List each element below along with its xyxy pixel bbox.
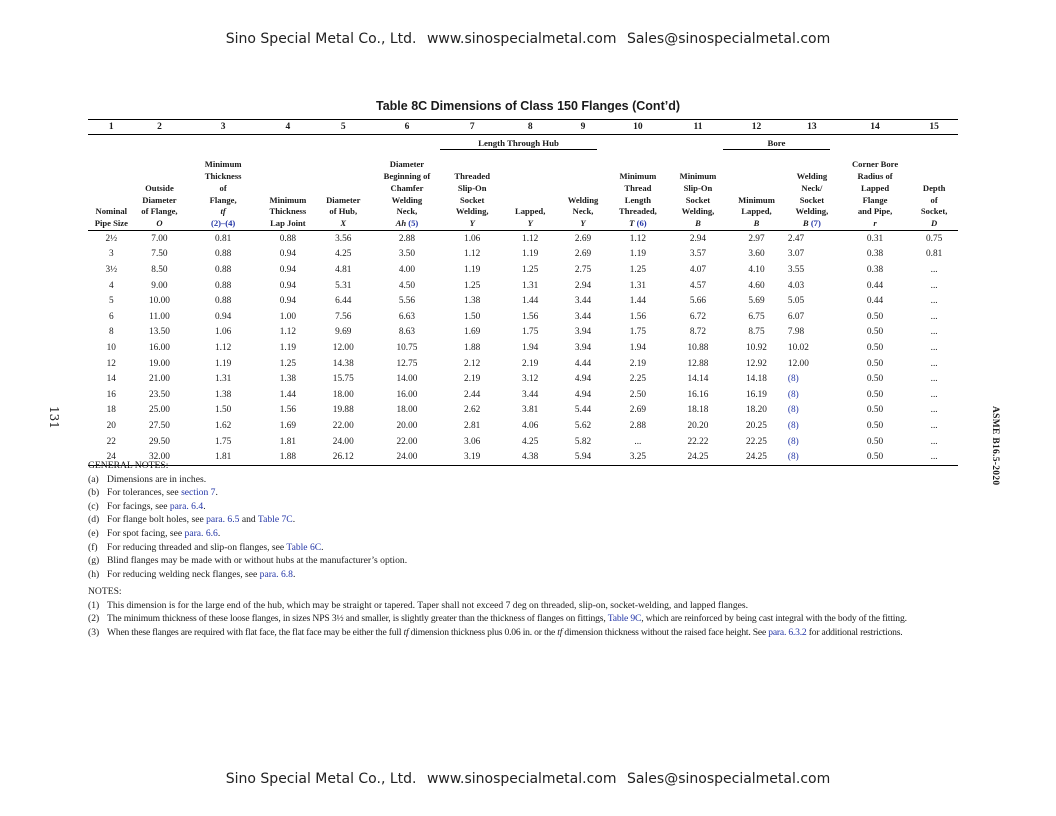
footer-website[interactable]: www.sinospecialmetal.com	[426, 771, 617, 787]
table-cell: ...	[930, 311, 938, 322]
table-cell: 4.44	[574, 358, 592, 369]
table-cell: 1.62	[214, 420, 232, 431]
table-cell: 0.44	[866, 280, 884, 291]
table-cell: (8)	[784, 449, 840, 465]
table-cell: 2.62	[464, 405, 481, 416]
table-cell: 1.25	[464, 280, 481, 291]
table-cell: 0.38	[866, 249, 884, 260]
col-header-welding-neck-bore: Welding Neck/ Socket Welding, B (7)	[784, 135, 840, 231]
table-cell: ...	[930, 342, 938, 353]
table-cell: 14.14	[687, 374, 709, 385]
note-3: (3) When these flanges are required with flat face, the flat face may be either the full tf dimension thickness plus 0.06 in. or the tf dimension thickness without the raised face height. See para. 6.3.2 for additional restrictions.	[88, 626, 903, 638]
table-cell: 0.50	[840, 449, 910, 465]
table-cell: ...	[930, 389, 938, 400]
table-cell: 2.97	[748, 233, 765, 244]
page-number: 131	[47, 406, 61, 429]
table-cell: 3.44	[574, 296, 592, 307]
table-cell: 1.06	[464, 233, 481, 244]
table-cell: 32.00	[135, 449, 185, 465]
table-cell: 0.50	[866, 342, 884, 353]
table-cell: 0.81	[925, 249, 943, 260]
table-cell: 10.00	[148, 296, 170, 307]
table-cell: 19.00	[148, 358, 170, 369]
table-cell: 1.44	[279, 389, 296, 400]
general-note-item: (a) Dimensions are in inches.	[88, 473, 207, 485]
table-cell: 3.60	[748, 249, 765, 260]
table-row	[88, 356, 958, 372]
table-cell: 0.38	[866, 264, 884, 275]
table-cell: 18.00	[396, 405, 418, 416]
table-cell: ...	[930, 436, 938, 447]
table-cell: 7.50	[151, 249, 168, 260]
table-cell: ...	[930, 280, 938, 291]
table-cell: 2.75	[574, 264, 592, 275]
table-cell: 27.50	[148, 420, 170, 431]
table-cell: 12.75	[396, 358, 418, 369]
note-link[interactable]: para. 6.4	[169, 500, 204, 512]
table-cell: 0.94	[214, 311, 232, 322]
table-cell: 1.75	[522, 327, 539, 338]
table-cell: 5.94	[557, 449, 609, 465]
note-link[interactable]: para. 6.5	[206, 514, 240, 526]
table-cell: 1.38	[464, 296, 481, 307]
general-note-item: (f) For reducing threaded and slip-on flanges, see Table 6C.	[88, 541, 324, 553]
table-row	[88, 309, 958, 325]
table-cell: 1.56	[279, 405, 296, 416]
table-cell: ...	[910, 449, 958, 465]
table-cell: 1.25	[629, 264, 647, 275]
table-cell: 1.81	[184, 449, 262, 465]
col-header-socket-depth: Depth of Socket, D	[910, 135, 958, 231]
table-cell: 1.75	[629, 327, 647, 338]
table-cell: 2.47	[787, 233, 805, 244]
table-cell: 12.88	[687, 358, 709, 369]
table-cell: 0.50	[866, 436, 884, 447]
col-header-slip-on-bore: Minimum Slip-On Socket Welding, B	[667, 135, 729, 231]
table-cell: 2.69	[629, 405, 647, 416]
table-cell: 18.18	[687, 405, 709, 416]
header-website[interactable]: www.sinospecialmetal.com	[426, 31, 617, 47]
table-cell: 8.50	[151, 264, 168, 275]
note-link[interactable]: para. 6.6	[184, 527, 218, 539]
table-cell: 4	[108, 280, 114, 291]
table-cell: 1.19	[464, 264, 481, 275]
table-row	[88, 262, 958, 278]
table-cell: 2.94	[574, 280, 592, 291]
table-cell: 16.16	[687, 389, 709, 400]
col-header-chamfer: Diameter Beginning of Chamfer Welding Neck, Ah (5)	[373, 135, 441, 231]
table-cell: 18	[106, 405, 116, 416]
table-cell: 22	[106, 436, 116, 447]
table-cell: 1.69	[279, 420, 296, 431]
table-cell: 10	[106, 342, 116, 353]
table-cell: 14.00	[396, 374, 418, 385]
table-cell: 24.00	[332, 436, 354, 447]
table-cell: ...	[930, 420, 938, 431]
table-cell: 1.31	[522, 280, 539, 291]
table-cell: 1.38	[214, 389, 232, 400]
table-cell: 19.88	[332, 405, 354, 416]
table-row	[88, 340, 958, 356]
table-cell: 6.07	[787, 311, 805, 322]
table-cell: 0.88	[214, 264, 232, 275]
table-cell: 1.31	[214, 374, 232, 385]
table-cell: 1.69	[464, 327, 481, 338]
table-cell: 12.00	[787, 358, 809, 369]
general-note-item: (d) For flange bolt holes, see para. 6.5 and Table 7C.	[88, 514, 296, 526]
table-cell: 22.00	[396, 436, 418, 447]
table-cell: 25.00	[148, 405, 170, 416]
col-header-thread-length: Minimum Thread Length Threaded, T (6)	[609, 135, 667, 231]
table-cell: 2.44	[464, 389, 481, 400]
table-cell: 1.81	[279, 436, 296, 447]
col-header-lap-joint: Minimum Thickness Lap Joint	[262, 135, 314, 231]
table-cell: 16	[106, 389, 116, 400]
table-cell: 8.72	[689, 327, 707, 338]
table-cell: 1.19	[629, 249, 647, 260]
table-cell: 2.94	[689, 233, 707, 244]
table-cell: 1.00	[279, 311, 296, 322]
footer-company: Sino Special Metal Co., Ltd.	[225, 771, 417, 787]
table-cell: 2.69	[574, 249, 592, 260]
table-cell: 14.18	[746, 374, 767, 385]
table-cell: 20.25	[746, 420, 767, 431]
table-cell: 12.00	[332, 342, 354, 353]
table-cell: 1.25	[522, 264, 539, 275]
table-cell: 0.44	[866, 296, 884, 307]
table-cell: 2.88	[629, 420, 647, 431]
col-header-hub-diameter: Diameter of Hub, X	[314, 135, 373, 231]
table-cell: 2.81	[464, 420, 481, 431]
table-cell: 3	[108, 249, 114, 260]
table-cell: 22.00	[332, 420, 354, 431]
table-row	[88, 325, 958, 341]
general-note-item: (h) For reducing welding neck flanges, see para. 6.8.	[88, 568, 296, 580]
header-company: Sino Special Metal Co., Ltd.	[225, 31, 417, 47]
table-cell: 1.06	[214, 327, 232, 338]
table-cell: 1.31	[629, 280, 647, 291]
table-cell: 6.44	[335, 296, 352, 307]
table-cell: 2.19	[629, 358, 647, 369]
table-cell: 1.88	[262, 449, 314, 465]
table-cell: 9.00	[151, 280, 168, 291]
table-cell: 5	[108, 296, 114, 307]
table-cell: 22.22	[687, 436, 709, 447]
note-link[interactable]: para. 6.8	[259, 568, 293, 580]
table-cell: 1.88	[464, 342, 481, 353]
table-cell: 1.94	[522, 342, 539, 353]
table-cell: 5.05	[787, 296, 805, 307]
table-cell: 15.75	[332, 374, 354, 385]
table-cell: 1.19	[522, 249, 539, 260]
table-cell: 16.19	[746, 389, 767, 400]
table-cell: 7.98	[787, 327, 805, 338]
col-header-min-thickness: Minimum Thickness of Flange, tf (2)–(4)	[184, 135, 262, 231]
table-cell: 1.50	[214, 405, 232, 416]
table-cell: ...	[930, 374, 938, 385]
table-cell: 2.19	[464, 374, 481, 385]
table-cell: 0.31	[866, 233, 884, 244]
table-cell: 0.94	[279, 264, 296, 275]
table-cell: 3.57	[689, 249, 707, 260]
table-cell: 1.12	[629, 233, 647, 244]
table-cell: 4.50	[398, 280, 416, 291]
general-note-item: (e) For spot facing, see para. 6.6.	[88, 527, 221, 539]
table-cell: 5.44	[574, 405, 592, 416]
table-cell: 16.00	[396, 389, 418, 400]
table-cell: 12.92	[746, 358, 767, 369]
table-cell: 5.66	[689, 296, 707, 307]
table-cell: 3.44	[522, 389, 539, 400]
table-cell: 3.94	[574, 327, 592, 338]
table-cell: 0.81	[214, 233, 232, 244]
table-cell: 0.50	[866, 311, 884, 322]
header-email[interactable]: Sales@sinospecialmetal.com	[626, 31, 831, 47]
table-cell: 22.25	[746, 436, 767, 447]
col-header-corner-bore: Corner Bore Radius of Lapped Flange and Pipe, r	[840, 135, 910, 231]
table-cell: ...	[930, 405, 938, 416]
table-cell: 8.75	[748, 327, 765, 338]
table-cell: 1.38	[279, 374, 296, 385]
group-length-through-hub: Length Through Hub	[440, 137, 597, 150]
table-row	[88, 403, 958, 419]
table-cell: 3.55	[787, 264, 805, 275]
table-cell: 1.94	[629, 342, 647, 353]
notes	[88, 585, 968, 639]
table-cell: 0.75	[925, 233, 943, 244]
column-number-row: 1 2 3 4 5 6 7 8 9 10 11 12 13 14 15	[88, 120, 958, 135]
table-row	[88, 247, 958, 263]
general-note-item: (b) For tolerances, see section 7.	[88, 487, 218, 499]
footer-email[interactable]: Sales@sinospecialmetal.com	[626, 771, 831, 787]
note-link[interactable]: Table 7C	[257, 514, 293, 526]
table-cell: 3.19	[441, 449, 503, 465]
table-cell: 12	[106, 358, 116, 369]
general-note-item: (g) Blind flanges may be made with or without hubs at the manufacturer’s option.	[88, 555, 408, 567]
table-cell: 0.50	[866, 327, 884, 338]
table-cell: 1.12	[464, 249, 481, 260]
table-cell: ...	[930, 358, 938, 369]
table-cell: 3.81	[522, 405, 539, 416]
table-cell: 7.56	[335, 311, 352, 322]
table-cell: 20	[106, 420, 116, 431]
table-cell: 10.02	[787, 342, 809, 353]
table-cell: 18.20	[746, 405, 767, 416]
table-cell: 2.12	[464, 358, 481, 369]
table-cell: 4.03	[787, 280, 805, 291]
table-cell: 20.20	[687, 420, 709, 431]
general-notes-heading: GENERAL NOTES:	[88, 460, 169, 471]
table-cell: 1.44	[522, 296, 539, 307]
table-cell: 13.50	[148, 327, 170, 338]
table-cell: 4.94	[574, 389, 592, 400]
table-title: Table 8C Dimensions of Class 150 Flanges (Cont’d)	[376, 99, 680, 113]
table-cell: 0.50	[866, 405, 884, 416]
table-cell: 4.60	[748, 280, 765, 291]
table-cell: 5.82	[574, 436, 592, 447]
table-cell: 5.62	[574, 420, 592, 431]
table-cell: 21.00	[148, 374, 170, 385]
table-cell: 5.31	[335, 280, 352, 291]
table-cell: 6.63	[398, 311, 416, 322]
table-cell: (8)	[787, 436, 799, 447]
table-cell: (8)	[787, 405, 799, 416]
table-cell: ...	[634, 436, 642, 447]
table-cell: 1.44	[629, 296, 647, 307]
table-cell: 0.50	[866, 358, 884, 369]
table-cell: 0.50	[866, 420, 884, 431]
table-cell: 0.94	[279, 296, 296, 307]
col-header-threaded: Threaded Slip-On Socket Welding, Y	[441, 135, 503, 231]
table-cell: ...	[930, 327, 938, 338]
table-cell: 2.25	[629, 374, 647, 385]
table-cell: 4.07	[689, 264, 707, 275]
table-cell: 24.00	[373, 449, 441, 465]
table-cell: 1.56	[629, 311, 647, 322]
table-cell: 1.19	[279, 342, 296, 353]
table-row	[88, 293, 958, 309]
table-cell: 0.88	[214, 296, 232, 307]
table-cell: 6.75	[748, 311, 765, 322]
notes-heading: NOTES:	[88, 586, 122, 597]
table-cell: 5.69	[748, 296, 765, 307]
col-header-lapped-bore: Minimum Lapped, B	[729, 135, 784, 231]
table-cell: 3.50	[398, 249, 416, 260]
table-cell: (8)	[787, 389, 799, 400]
table-cell: (8)	[787, 420, 799, 431]
table-cell: 1.75	[214, 436, 232, 447]
table-cell: 14.38	[332, 358, 354, 369]
col-header-welding-neck: Welding Neck, Y	[557, 135, 609, 231]
table-cell: 16.00	[148, 342, 170, 353]
table-cell: 18.00	[332, 389, 354, 400]
table-cell: 4.38	[503, 449, 557, 465]
table-cell: 4.94	[574, 374, 592, 385]
table-cell: 3.44	[574, 311, 592, 322]
table-cell: 3.07	[787, 249, 805, 260]
col-header-lapped: Lapped, Y	[503, 135, 557, 231]
standard-tag: ASME B16.5-2020	[990, 406, 1000, 486]
note-2-link[interactable]: Table 9C	[607, 613, 642, 625]
table-cell: 0.88	[214, 249, 232, 260]
table-cell: 23.50	[148, 389, 170, 400]
table-cell: 14	[106, 374, 116, 385]
table-cell: 1.25	[279, 358, 296, 369]
general-note-item: (c) For facings, see para. 6.4.	[88, 500, 206, 512]
table-cell: 8.63	[398, 327, 416, 338]
table-cell: 1.12	[279, 327, 296, 338]
table-cell: 11.00	[149, 311, 170, 322]
table-cell: 0.94	[279, 280, 296, 291]
table-cell: 2.19	[522, 358, 539, 369]
table-cell: 4.57	[689, 280, 707, 291]
table-cell: 9.69	[335, 327, 352, 338]
table-body	[88, 231, 958, 466]
page-footer	[0, 771, 1056, 787]
note-link[interactable]: Table 6C	[286, 541, 322, 553]
table-cell: 8	[108, 327, 114, 338]
table-cell: 2.69	[574, 233, 592, 244]
table-cell: 10.75	[396, 342, 418, 353]
table-row	[88, 278, 958, 294]
table-cell: 3.06	[464, 436, 481, 447]
table-cell: 1.19	[214, 358, 232, 369]
table-cell: 4.81	[335, 264, 352, 275]
table-cell: 29.50	[148, 436, 170, 447]
col-header-nominal: Nominal Pipe Size	[88, 135, 135, 231]
table-cell: 4.25	[522, 436, 539, 447]
table-cell: 3.94	[574, 342, 592, 353]
table-row	[88, 418, 958, 434]
col-header-outside-diameter: Outside Diameter of Flange, O	[135, 135, 185, 231]
table-cell: 6.72	[689, 311, 707, 322]
page-header	[0, 31, 1056, 47]
table-cell: 4.10	[748, 264, 765, 275]
table-cell: 0.94	[279, 249, 296, 260]
table-cell: 0.50	[866, 374, 884, 385]
table-cell: 24.25	[667, 449, 729, 465]
table-cell: 4.00	[398, 264, 416, 275]
table-cell: 2.50	[629, 389, 647, 400]
table-cell: 0.88	[279, 233, 296, 244]
group-bore: Bore	[723, 137, 830, 150]
table-cell: 2½	[105, 233, 118, 244]
table-cell: 1.50	[464, 311, 481, 322]
table-row	[88, 387, 958, 403]
table-cell: 0.88	[214, 280, 232, 291]
table-cell: 3.12	[522, 374, 539, 385]
table-cell: 1.12	[522, 233, 539, 244]
table-cell: 24	[88, 449, 135, 465]
table-cell: 3.56	[335, 233, 352, 244]
table-cell: 4.06	[522, 420, 539, 431]
table-cell: 10.88	[687, 342, 709, 353]
flange-dimensions-table	[88, 119, 958, 466]
table-row	[88, 231, 958, 247]
table-cell: 7.00	[151, 233, 168, 244]
table-cell: 1.12	[214, 342, 232, 353]
table-cell: 2.88	[398, 233, 416, 244]
general-notes	[88, 459, 968, 581]
table-cell: (8)	[787, 374, 799, 385]
table-cell: ...	[930, 296, 938, 307]
table-cell: 3½	[105, 264, 118, 275]
table-cell: 20.00	[396, 420, 418, 431]
note-3-link[interactable]: para. 6.3.2	[768, 626, 807, 638]
table-cell: 26.12	[314, 449, 373, 465]
note-2: (2) The minimum thickness of these loose flanges, in sizes NPS 3½ and smaller, is slightly greater than the thickness of flanges on fittings, Table 9C, which are reinforced by being cast integral with the body of the fitting.	[88, 613, 907, 625]
table-cell: 4.25	[335, 249, 352, 260]
table-cell: 10.92	[746, 342, 767, 353]
table-cell: ...	[930, 264, 938, 275]
note-1: (1) This dimension is for the large end of the hub, which may be straight or tapered. Taper shall not exceed 7 deg on threaded, slip-on, socket-welding, and lapped flanges.	[88, 599, 749, 611]
table-cell: 0.50	[866, 389, 884, 400]
table-cell: 5.56	[398, 296, 416, 307]
table-row	[88, 434, 958, 450]
table-cell: 6	[108, 311, 114, 322]
table-cell: 3.25	[609, 449, 667, 465]
table-cell: 1.56	[522, 311, 539, 322]
note-link[interactable]: section 7	[181, 487, 216, 499]
table-row	[88, 371, 958, 387]
table-cell: 24.25	[729, 449, 784, 465]
